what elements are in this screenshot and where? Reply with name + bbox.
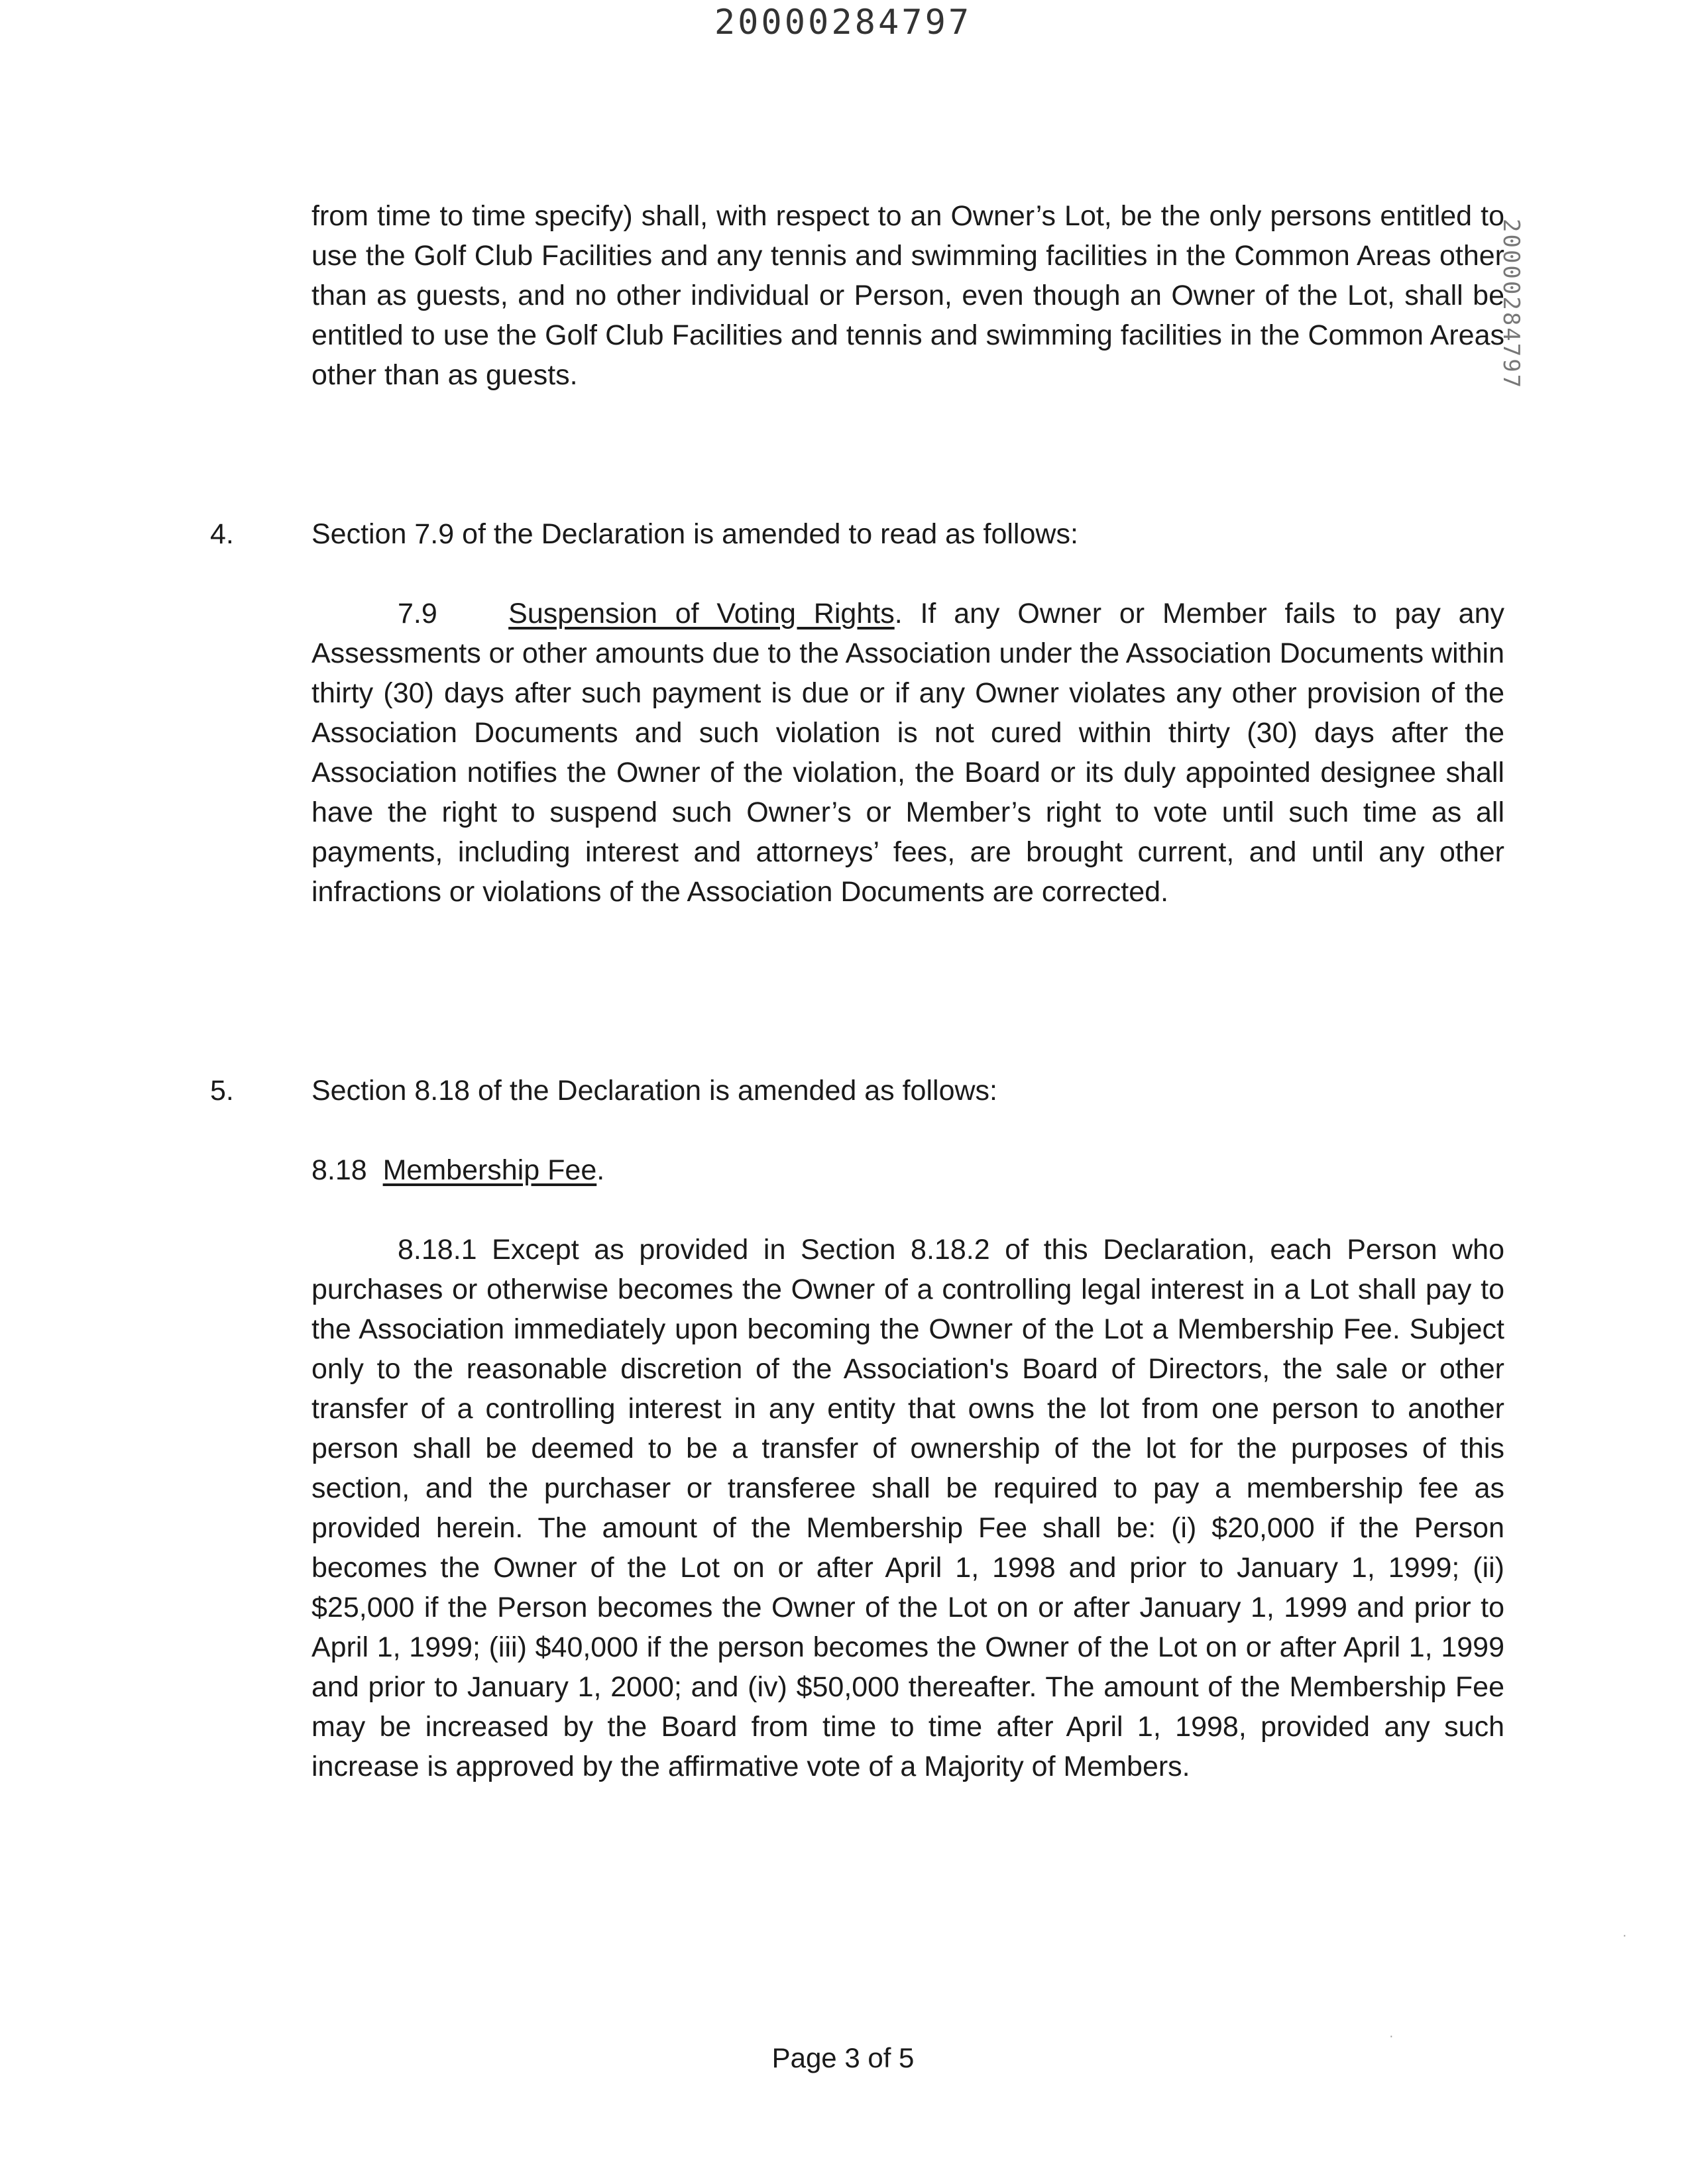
scan-speck: ·: [1622, 1928, 1627, 1943]
section-8-18-1-paragraph: 8.18.1 Except as provided in Section 8.18.2 of this Declaration, each Person who purchases or otherwise becomes the Owner of a controlling legal interest in a Lot shall pay to the Association immediately upon becoming the Owner of the Lot a Membership Fee. Subject only to the reasonable discretion of the Association's Board of Directors, the sale or other transfer of a controlling interest in any entity that owns the lot from one person to another person shall be deemed to be a transfer of ownership of the lot for the purposes of this section, and the purchaser or transferee shall be required to pay a membership fee as provided herein. The amount of the Membership Fee shall be: (i) $20,000 if the Person becomes the Owner of the Lot on or after April 1, 1998 and prior to January 1, 1999; (ii) $25,000 if the Person becomes the Owner of the Lot on or after January 1, 1999 and prior to April 1, 1999; (iii) $40,000 if the person becomes the Owner of the Lot on or after April 1, 1999 and prior to January 1, 2000; and (iv) $50,000 thereafter. The amount of the Membership Fee may be increased by the Board from time to time after April 1, 1998, provided any such increase is approved by the affirmative vote of a Majority of Members.: [311, 1234, 1504, 1782]
section-7-9-body: . If any Owner or Member fails to pay any Assessments or other amounts due to the Association under the Association Documents within thirty (30) days after such payment is due or if any Owner violates any other provision of the Association Documents and such violation is not cured within thirty (30) days after the Association notifies the Owner of the violation, the Board or its duly appointed designee shall have the right to suspend such Owner’s or Member’s right to vote until such time as all payments, including interest and attorneys’ fees, are brought current, and until any other infractions or violations of the Association Documents are corrected.: [311, 598, 1505, 908]
item-5-heading: Section 8.18 of the Declaration is amended as follows:: [311, 1075, 997, 1107]
section-7-9-title: Suspension of Voting Rights: [508, 598, 895, 629]
section-7-9-number: 7.9: [398, 598, 437, 629]
section-8-18-number: 8.18: [311, 1154, 367, 1186]
scan-speck: ·: [1389, 2029, 1394, 2044]
section-8-18-title: Membership Fee: [382, 1154, 597, 1186]
item-4-number: 4.: [210, 518, 234, 550]
section-8-18-period: .: [596, 1154, 605, 1186]
intro-paragraph: from time to time specify) shall, with respect to an Owner’s Lot, be the only persons entitled to use the Golf Club Facilities and any tennis and swimming facilities in the Common Areas other than as guests, and no other individual or Person, even though an Owner of the Lot, shall be entitled to use the Golf Club Facilities and tennis and swimming facilities in the Common Areas other than as guests.: [311, 200, 1504, 391]
page-number: Page 3 of 5: [771, 2042, 915, 2073]
item-5-number: 5.: [210, 1075, 234, 1107]
section-8-18-heading: [311, 1150, 604, 1190]
document-number: 20000284797: [714, 3, 972, 42]
item-4-heading: Section 7.9 of the Declaration is amended to read as follows:: [311, 518, 1078, 550]
section-7-9-paragraph: [311, 594, 1504, 912]
side-stamp: 20000284797: [1498, 219, 1524, 390]
